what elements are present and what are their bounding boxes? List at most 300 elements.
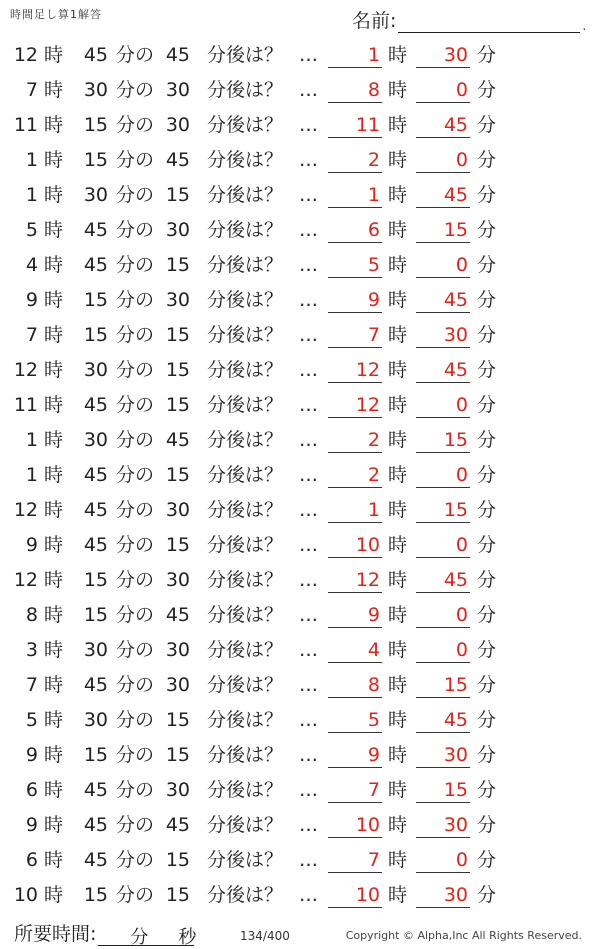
hour-label: 時	[44, 849, 64, 871]
problem-add-minutes: 15	[165, 884, 190, 906]
minute-of-label: 分の	[116, 499, 155, 521]
problem-start-minute: 15	[83, 289, 108, 311]
minute-of-label: 分の	[116, 114, 155, 136]
problem-start-minute: 30	[83, 639, 108, 661]
problem-start-minute: 30	[83, 709, 108, 731]
answer-hour-label: 時	[388, 114, 408, 136]
problem-start-hour: 7	[25, 79, 38, 101]
problem-row	[0, 563, 600, 598]
problem-row	[0, 703, 600, 738]
problem-start-minute: 45	[83, 499, 108, 521]
problem-row	[0, 283, 600, 318]
minute-of-label: 分の	[116, 254, 155, 276]
ellipsis: …	[299, 289, 318, 311]
answer-minute: 30	[416, 43, 470, 68]
ellipsis: …	[299, 359, 318, 381]
minutes-later-label: 分後は？	[207, 429, 284, 451]
answer-hour: 1	[328, 498, 382, 523]
answer-minute: 0	[416, 533, 470, 558]
minutes-later-label: 分後は？	[207, 219, 284, 241]
problem-start-hour: 1	[25, 184, 38, 206]
ellipsis: …	[299, 254, 318, 276]
answer-minute-label: 分	[477, 464, 497, 486]
problem-row	[0, 318, 600, 353]
problem-start-hour: 9	[25, 534, 38, 556]
ellipsis: …	[299, 814, 318, 836]
hour-label: 時	[44, 114, 64, 136]
problem-row	[0, 843, 600, 878]
problem-row	[0, 668, 600, 703]
hour-label: 時	[44, 569, 64, 591]
answer-hour-label: 時	[388, 219, 408, 241]
problem-start-minute: 15	[83, 744, 108, 766]
answer-hour-label: 時	[388, 44, 408, 66]
problem-row	[0, 808, 600, 843]
problem-start-hour: 1	[25, 429, 38, 451]
answer-minute: 15	[416, 778, 470, 803]
name-end-dot: .	[582, 19, 587, 33]
page-number: 134/400	[240, 929, 290, 943]
problem-row	[0, 773, 600, 808]
answer-hour: 5	[328, 708, 382, 733]
problem-add-minutes: 15	[165, 744, 190, 766]
answer-hour-label: 時	[388, 429, 408, 451]
answer-minute: 0	[416, 393, 470, 418]
minutes-later-label: 分後は？	[207, 359, 284, 381]
hour-label: 時	[44, 184, 64, 206]
answer-minute-label: 分	[477, 639, 497, 661]
problem-row	[0, 598, 600, 633]
answer-minute-label: 分	[477, 324, 497, 346]
answer-hour-label: 時	[388, 184, 408, 206]
problem-start-hour: 10	[13, 884, 38, 906]
problem-start-hour: 6	[25, 849, 38, 871]
minute-of-label: 分の	[116, 429, 155, 451]
minute-of-label: 分の	[116, 884, 155, 906]
problem-row	[0, 878, 600, 913]
minutes-later-label: 分後は？	[207, 779, 284, 801]
minutes-later-label: 分後は？	[207, 394, 284, 416]
answer-minute-label: 分	[477, 779, 497, 801]
hour-label: 時	[44, 709, 64, 731]
ellipsis: …	[299, 149, 318, 171]
problem-add-minutes: 30	[165, 779, 190, 801]
answer-minute-label: 分	[477, 394, 497, 416]
minute-of-label: 分の	[116, 219, 155, 241]
answer-hour-label: 時	[388, 744, 408, 766]
answer-hour: 9	[328, 603, 382, 628]
answer-minute-label: 分	[477, 534, 497, 556]
answer-minute-label: 分	[477, 359, 497, 381]
problem-start-minute: 45	[83, 44, 108, 66]
answer-minute: 45	[416, 183, 470, 208]
problem-start-minute: 30	[83, 79, 108, 101]
worksheet-title: 時間足し算1解答	[10, 8, 102, 21]
ellipsis: …	[299, 639, 318, 661]
hour-label: 時	[44, 44, 64, 66]
hour-label: 時	[44, 884, 64, 906]
hour-label: 時	[44, 394, 64, 416]
answer-hour-label: 時	[388, 289, 408, 311]
answer-minute: 0	[416, 603, 470, 628]
ellipsis: …	[299, 534, 318, 556]
problem-row	[0, 143, 600, 178]
answer-hour: 12	[328, 568, 382, 593]
minutes-later-label: 分後は？	[207, 569, 284, 591]
problem-row	[0, 353, 600, 388]
problem-add-minutes: 45	[165, 44, 190, 66]
answer-minute: 30	[416, 323, 470, 348]
problem-start-hour: 5	[25, 709, 38, 731]
hour-label: 時	[44, 219, 64, 241]
hour-label: 時	[44, 674, 64, 696]
minutes-later-label: 分後は？	[207, 534, 284, 556]
name-blank-line[interactable]	[398, 12, 580, 33]
answer-hour: 12	[328, 393, 382, 418]
answer-hour-label: 時	[388, 464, 408, 486]
problem-start-minute: 45	[83, 779, 108, 801]
elapsed-minutes-unit: 分	[130, 927, 149, 948]
problem-start-hour: 12	[13, 499, 38, 521]
minutes-later-label: 分後は？	[207, 149, 284, 171]
minutes-later-label: 分後は？	[207, 324, 284, 346]
problem-row	[0, 458, 600, 493]
problem-start-hour: 1	[25, 464, 38, 486]
problem-row	[0, 73, 600, 108]
answer-minute: 15	[416, 428, 470, 453]
answer-hour-label: 時	[388, 324, 408, 346]
answer-minute-label: 分	[477, 184, 497, 206]
problem-start-hour: 1	[25, 149, 38, 171]
ellipsis: …	[299, 44, 318, 66]
ellipsis: …	[299, 499, 318, 521]
answer-minute: 30	[416, 813, 470, 838]
problem-start-minute: 30	[83, 184, 108, 206]
answer-minute-label: 分	[477, 429, 497, 451]
ellipsis: …	[299, 79, 318, 101]
answer-hour: 4	[328, 638, 382, 663]
answer-minute: 30	[416, 883, 470, 908]
ellipsis: …	[299, 884, 318, 906]
problem-start-minute: 15	[83, 149, 108, 171]
hour-label: 時	[44, 254, 64, 276]
answer-hour: 7	[328, 848, 382, 873]
answer-minute-label: 分	[477, 674, 497, 696]
problem-start-minute: 15	[83, 604, 108, 626]
ellipsis: …	[299, 114, 318, 136]
minutes-later-label: 分後は？	[207, 849, 284, 871]
problem-row	[0, 388, 600, 423]
ellipsis: …	[299, 184, 318, 206]
answer-hour-label: 時	[388, 709, 408, 731]
problem-start-hour: 12	[13, 569, 38, 591]
problem-list	[0, 38, 600, 913]
answer-hour-label: 時	[388, 604, 408, 626]
hour-label: 時	[44, 744, 64, 766]
problem-add-minutes: 15	[165, 359, 190, 381]
problem-start-minute: 45	[83, 814, 108, 836]
problem-start-minute: 15	[83, 884, 108, 906]
answer-hour: 5	[328, 253, 382, 278]
hour-label: 時	[44, 779, 64, 801]
problem-start-minute: 45	[83, 254, 108, 276]
problem-add-minutes: 15	[165, 324, 190, 346]
answer-hour: 1	[328, 43, 382, 68]
problem-add-minutes: 45	[165, 814, 190, 836]
problem-row	[0, 738, 600, 773]
answer-hour-label: 時	[388, 149, 408, 171]
answer-minute: 45	[416, 568, 470, 593]
minute-of-label: 分の	[116, 534, 155, 556]
problem-row	[0, 108, 600, 143]
answer-hour: 2	[328, 428, 382, 453]
minute-of-label: 分の	[116, 604, 155, 626]
minutes-later-label: 分後は？	[207, 604, 284, 626]
problem-start-minute: 15	[83, 324, 108, 346]
answer-hour: 6	[328, 218, 382, 243]
answer-hour-label: 時	[388, 674, 408, 696]
minutes-later-label: 分後は？	[207, 709, 284, 731]
answer-minute: 0	[416, 253, 470, 278]
answer-minute-label: 分	[477, 744, 497, 766]
problem-start-hour: 6	[25, 779, 38, 801]
minute-of-label: 分の	[116, 289, 155, 311]
problem-start-minute: 15	[83, 569, 108, 591]
minute-of-label: 分の	[116, 569, 155, 591]
problem-start-minute: 45	[83, 674, 108, 696]
answer-minute-label: 分	[477, 219, 497, 241]
problem-row	[0, 178, 600, 213]
answer-hour-label: 時	[388, 499, 408, 521]
problem-start-minute: 30	[83, 429, 108, 451]
minute-of-label: 分の	[116, 674, 155, 696]
problem-start-minute: 45	[83, 219, 108, 241]
minutes-later-label: 分後は？	[207, 184, 284, 206]
answer-hour: 1	[328, 183, 382, 208]
problem-start-hour: 12	[13, 359, 38, 381]
problem-start-hour: 4	[25, 254, 38, 276]
answer-minute: 15	[416, 673, 470, 698]
minute-of-label: 分の	[116, 44, 155, 66]
minute-of-label: 分の	[116, 359, 155, 381]
answer-minute-label: 分	[477, 44, 497, 66]
answer-hour-label: 時	[388, 359, 408, 381]
minutes-later-label: 分後は？	[207, 289, 284, 311]
minutes-later-label: 分後は？	[207, 639, 284, 661]
problem-start-hour: 9	[25, 289, 38, 311]
problem-add-minutes: 15	[165, 534, 190, 556]
problem-add-minutes: 15	[165, 184, 190, 206]
answer-minute: 15	[416, 218, 470, 243]
answer-hour-label: 時	[388, 639, 408, 661]
problem-add-minutes: 15	[165, 254, 190, 276]
answer-hour: 9	[328, 288, 382, 313]
problem-row	[0, 423, 600, 458]
answer-minute-label: 分	[477, 884, 497, 906]
answer-hour: 10	[328, 813, 382, 838]
problem-row	[0, 493, 600, 528]
problem-add-minutes: 30	[165, 674, 190, 696]
problem-add-minutes: 15	[165, 849, 190, 871]
name-field	[352, 6, 586, 33]
answer-minute-label: 分	[477, 569, 497, 591]
hour-label: 時	[44, 604, 64, 626]
ellipsis: …	[299, 849, 318, 871]
answer-minute: 0	[416, 638, 470, 663]
minute-of-label: 分の	[116, 849, 155, 871]
problem-add-minutes: 15	[165, 394, 190, 416]
answer-hour: 7	[328, 323, 382, 348]
answer-minute: 0	[416, 78, 470, 103]
hour-label: 時	[44, 639, 64, 661]
problem-add-minutes: 15	[165, 464, 190, 486]
answer-minute-label: 分	[477, 499, 497, 521]
minutes-later-label: 分後は？	[207, 79, 284, 101]
answer-minute-label: 分	[477, 79, 497, 101]
hour-label: 時	[44, 79, 64, 101]
elapsed-time-label: 所要時間:	[14, 923, 97, 945]
name-label: 名前:	[352, 10, 397, 32]
answer-minute-label: 分	[477, 709, 497, 731]
ellipsis: …	[299, 674, 318, 696]
minute-of-label: 分の	[116, 709, 155, 731]
minute-of-label: 分の	[116, 779, 155, 801]
minutes-later-label: 分後は？	[207, 814, 284, 836]
problem-row	[0, 248, 600, 283]
answer-hour: 7	[328, 778, 382, 803]
minute-of-label: 分の	[116, 464, 155, 486]
answer-minute: 15	[416, 498, 470, 523]
answer-hour-label: 時	[388, 884, 408, 906]
elapsed-time-blank[interactable]	[98, 923, 197, 948]
hour-label: 時	[44, 359, 64, 381]
answer-hour-label: 時	[388, 534, 408, 556]
ellipsis: …	[299, 324, 318, 346]
ellipsis: …	[299, 779, 318, 801]
problem-start-minute: 45	[83, 849, 108, 871]
problem-add-minutes: 30	[165, 114, 190, 136]
answer-minute: 45	[416, 113, 470, 138]
minute-of-label: 分の	[116, 394, 155, 416]
answer-hour: 2	[328, 463, 382, 488]
answer-hour: 12	[328, 358, 382, 383]
answer-minute-label: 分	[477, 149, 497, 171]
answer-hour: 11	[328, 113, 382, 138]
answer-minute-label: 分	[477, 604, 497, 626]
minute-of-label: 分の	[116, 184, 155, 206]
minute-of-label: 分の	[116, 639, 155, 661]
ellipsis: …	[299, 709, 318, 731]
hour-label: 時	[44, 324, 64, 346]
problem-start-hour: 11	[13, 394, 38, 416]
answer-hour: 2	[328, 148, 382, 173]
answer-minute: 45	[416, 708, 470, 733]
minutes-later-label: 分後は？	[207, 884, 284, 906]
problem-start-hour: 8	[25, 604, 38, 626]
problem-start-hour: 5	[25, 219, 38, 241]
answer-hour: 8	[328, 673, 382, 698]
hour-label: 時	[44, 429, 64, 451]
problem-add-minutes: 30	[165, 219, 190, 241]
answer-hour-label: 時	[388, 779, 408, 801]
answer-hour-label: 時	[388, 814, 408, 836]
problem-start-minute: 45	[83, 394, 108, 416]
answer-minute: 0	[416, 848, 470, 873]
answer-hour-label: 時	[388, 569, 408, 591]
problem-start-minute: 45	[83, 464, 108, 486]
answer-minute-label: 分	[477, 814, 497, 836]
answer-minute: 30	[416, 743, 470, 768]
hour-label: 時	[44, 289, 64, 311]
ellipsis: …	[299, 744, 318, 766]
problem-row	[0, 38, 600, 73]
ellipsis: …	[299, 604, 318, 626]
problem-add-minutes: 30	[165, 289, 190, 311]
minutes-later-label: 分後は？	[207, 744, 284, 766]
answer-hour: 8	[328, 78, 382, 103]
problem-start-hour: 9	[25, 814, 38, 836]
elapsed-seconds-unit: 秒	[178, 927, 197, 948]
problem-start-hour: 7	[25, 674, 38, 696]
problem-start-hour: 7	[25, 324, 38, 346]
answer-hour-label: 時	[388, 394, 408, 416]
problem-start-hour: 11	[13, 114, 38, 136]
problem-start-minute: 15	[83, 114, 108, 136]
hour-label: 時	[44, 464, 64, 486]
problem-add-minutes: 45	[165, 149, 190, 171]
problem-row	[0, 633, 600, 668]
answer-hour-label: 時	[388, 254, 408, 276]
minutes-later-label: 分後は？	[207, 254, 284, 276]
hour-label: 時	[44, 814, 64, 836]
problem-start-hour: 9	[25, 744, 38, 766]
hour-label: 時	[44, 534, 64, 556]
minutes-later-label: 分後は？	[207, 499, 284, 521]
problem-add-minutes: 30	[165, 569, 190, 591]
answer-hour-label: 時	[388, 79, 408, 101]
minute-of-label: 分の	[116, 149, 155, 171]
problem-start-hour: 12	[13, 44, 38, 66]
minutes-later-label: 分後は？	[207, 464, 284, 486]
answer-minute-label: 分	[477, 254, 497, 276]
problem-row	[0, 213, 600, 248]
answer-minute-label: 分	[477, 114, 497, 136]
answer-minute: 45	[416, 358, 470, 383]
copyright-notice: Copyright © Alpha,Inc All Rights Reserved.	[345, 929, 582, 942]
answer-minute-label: 分	[477, 849, 497, 871]
minute-of-label: 分の	[116, 324, 155, 346]
problem-add-minutes: 30	[165, 499, 190, 521]
problem-start-minute: 45	[83, 534, 108, 556]
minutes-later-label: 分後は？	[207, 44, 284, 66]
answer-hour: 10	[328, 883, 382, 908]
ellipsis: …	[299, 569, 318, 591]
ellipsis: …	[299, 464, 318, 486]
minutes-later-label: 分後は？	[207, 674, 284, 696]
answer-minute: 0	[416, 463, 470, 488]
minute-of-label: 分の	[116, 744, 155, 766]
answer-minute: 0	[416, 148, 470, 173]
answer-minute-label: 分	[477, 289, 497, 311]
ellipsis: …	[299, 429, 318, 451]
ellipsis: …	[299, 394, 318, 416]
answer-hour-label: 時	[388, 849, 408, 871]
problem-add-minutes: 45	[165, 604, 190, 626]
answer-hour: 10	[328, 533, 382, 558]
hour-label: 時	[44, 149, 64, 171]
answer-minute: 45	[416, 288, 470, 313]
minute-of-label: 分の	[116, 814, 155, 836]
